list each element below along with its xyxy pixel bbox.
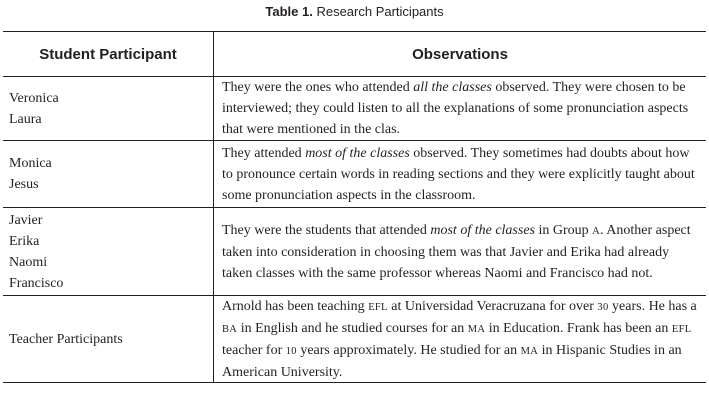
observation-text: Arnold has been teaching EFL at Universidad Veracruzana for over 30 years. He has a BA in English and he studied courses for an MA in Education. Frank has been an EFL teacher for 10 years approximately. He studied for an MA in Hispanic Studies in an American University.: [222, 298, 697, 380]
participant-name: Veronica: [9, 90, 59, 106]
observation-cell: [214, 141, 706, 207]
participant-name: Francisco: [9, 275, 64, 291]
table-header: [3, 32, 706, 77]
participant-name: Monica: [9, 156, 52, 171]
participant-names: [3, 296, 214, 382]
table-row: [3, 77, 706, 141]
table-row: [3, 208, 706, 296]
caption-title: Research Participants: [316, 4, 444, 19]
header-observations: Observations: [412, 45, 508, 63]
teacher-participants-label: Teacher Participants: [9, 331, 123, 347]
observation-text: They were the students that attended most of the classes in Group A. Another aspect taken into consideration in choosing them was that Javier and Erika had already taken classes with the same professor whereas Naomi and Francisco had not.: [222, 222, 691, 281]
caption-label: Table 1.: [265, 4, 313, 19]
participant-name: Erika: [9, 233, 40, 249]
participant-name: Laura: [9, 111, 42, 127]
table-row: [3, 141, 706, 208]
header-student-participant: Student Participant: [3, 32, 214, 76]
table-row: [3, 296, 706, 382]
observation-cell: [214, 208, 706, 295]
participant-names: [3, 141, 214, 207]
participant-name: Javier: [9, 212, 43, 228]
observation-cell: [214, 296, 706, 382]
participant-names: [3, 208, 214, 295]
table-caption: [0, 4, 709, 19]
participant-names: [3, 77, 214, 140]
participant-name: Naomi: [9, 254, 48, 270]
observation-cell: [214, 77, 706, 140]
observation-text: They were the ones who attended all the classes observed. They were chosen to be interviewed; they could listen to all the explanations of some pronunciation aspects that were mentioned in the clas.: [222, 80, 689, 137]
participants-table: [3, 31, 706, 383]
observation-text: They attended most of the classes observed. They sometimes had doubts about how to pronounce certain words in reading sections and they were explicitly taught about some pronunciation aspects in the classroom.: [222, 145, 695, 203]
participant-name: Jesus: [9, 177, 39, 192]
